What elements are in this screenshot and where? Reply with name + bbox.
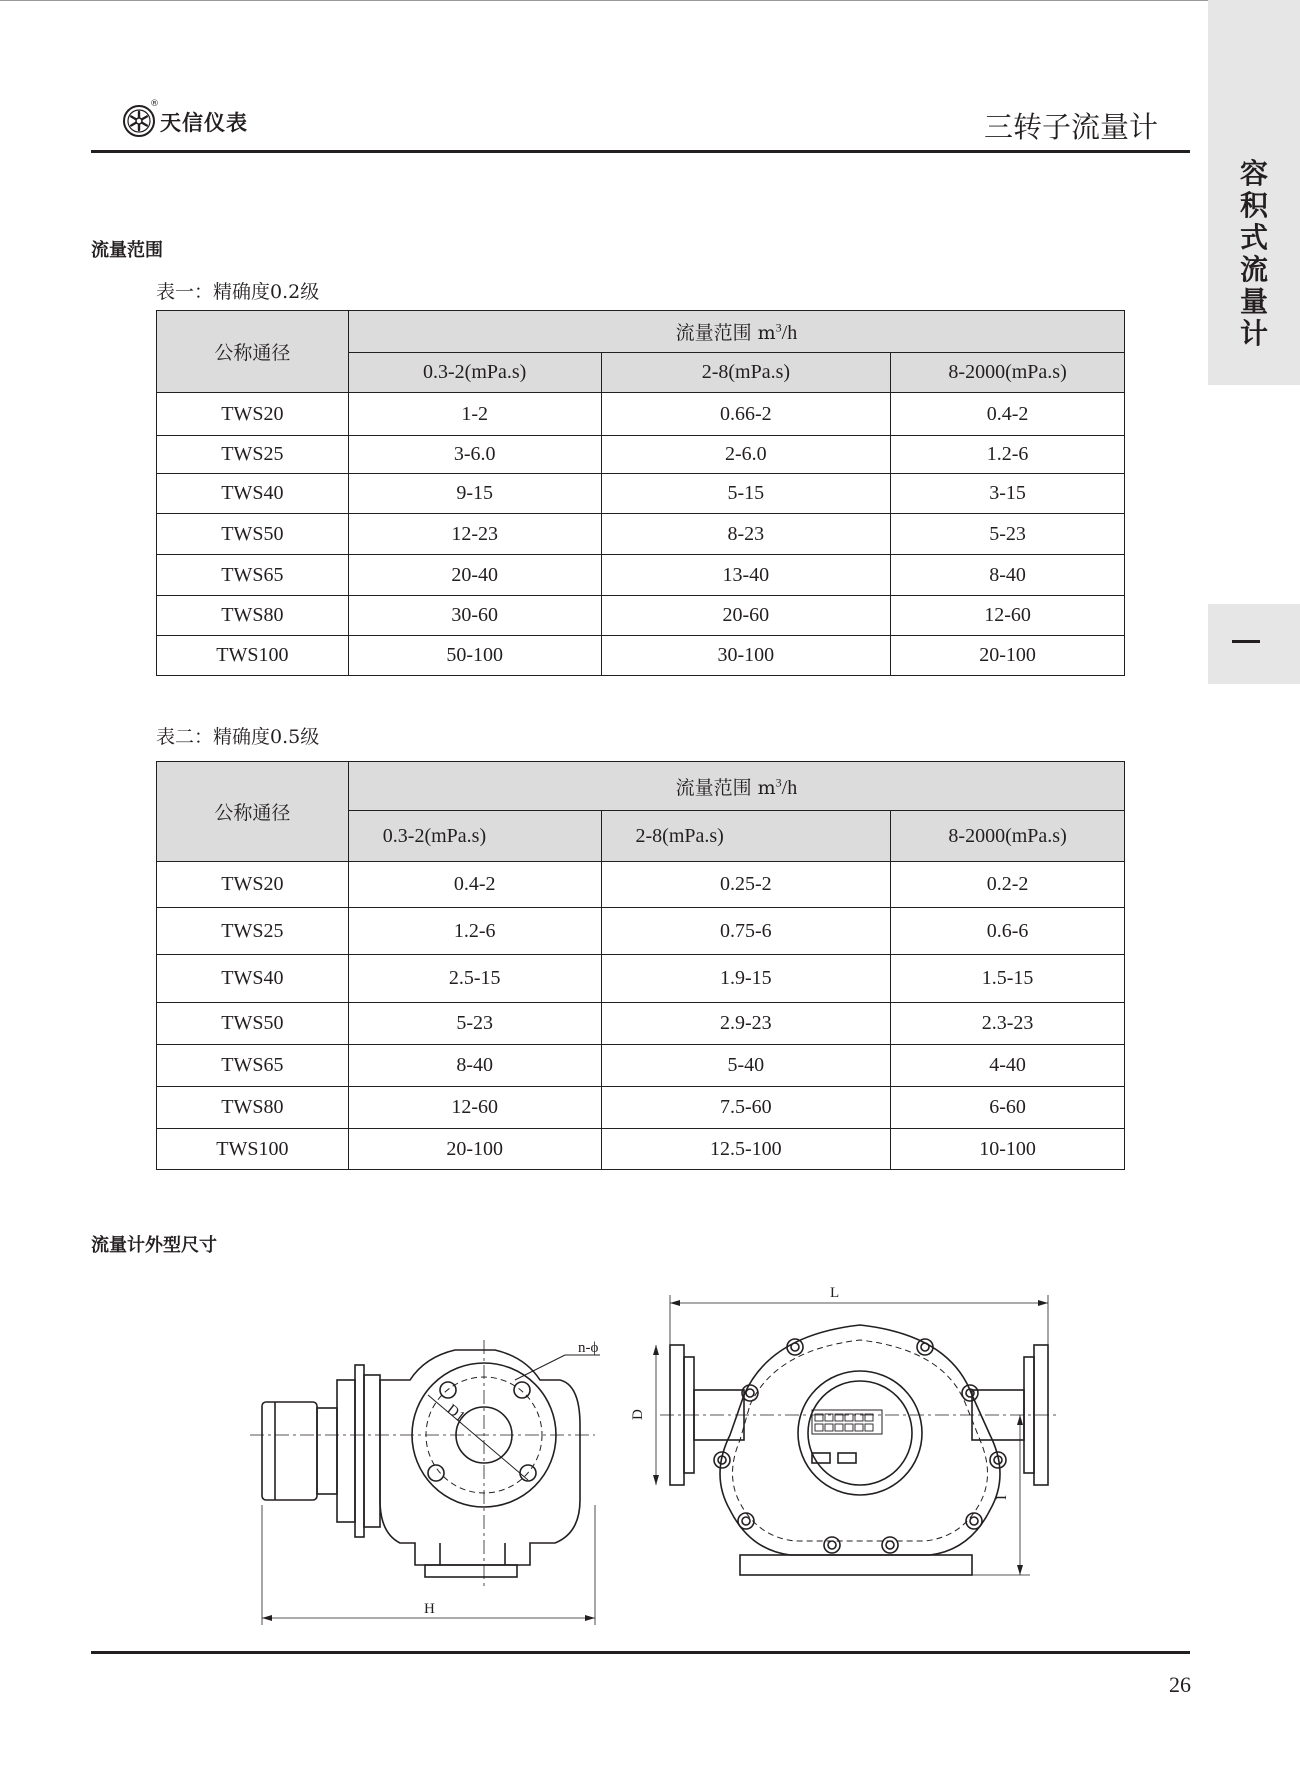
cell-value: 8-23	[601, 514, 891, 555]
subheader-viscosity-2: 2-8(mPa.s)	[601, 353, 891, 393]
cell-value: 5-15	[601, 474, 891, 514]
register-housing	[262, 1402, 317, 1500]
label-i: I	[994, 1495, 1010, 1500]
cell-value: 20-100	[348, 1129, 601, 1170]
label-d: D	[630, 1409, 646, 1420]
cell-value: 20-60	[601, 596, 891, 636]
side-tab-char: 计	[1239, 317, 1268, 350]
header-flow-range	[348, 311, 1124, 353]
cell-value: 2.5-15	[348, 955, 601, 1003]
header-flow-range-unit: /h	[781, 322, 798, 344]
cell-value: 1.2-6	[348, 908, 601, 955]
side-tab-char: 流	[1239, 253, 1268, 286]
cell-value: 7.5-60	[601, 1087, 891, 1129]
page-title: 三转子流量计	[983, 110, 1158, 144]
cell-value: 2.9-23	[601, 1003, 891, 1045]
table-header-row	[157, 762, 1125, 811]
top-rule	[0, 0, 1208, 1]
side-tab-char: 量	[1239, 285, 1268, 318]
cell-value: 6-60	[891, 1087, 1125, 1129]
cell-model: TWS25	[157, 908, 349, 955]
table-row	[157, 908, 1125, 955]
cell-value: 8-40	[891, 555, 1125, 596]
cell-model: TWS80	[157, 596, 349, 636]
table-row	[157, 393, 1125, 436]
header-nominal-diameter: 公称通径	[157, 311, 349, 393]
cell-value: 2.3-23	[891, 1003, 1125, 1045]
cell-value: 2-6.0	[601, 436, 891, 474]
header-flow-range-text: 流量范围 m	[675, 776, 776, 799]
section-title-dimensions: 流量计外型尺寸	[91, 1235, 217, 1256]
table-header-row	[157, 311, 1125, 353]
cell-value: 12.5-100	[601, 1129, 891, 1170]
section-title-flow-range: 流量范围	[91, 240, 163, 261]
flow-range-table-2	[156, 761, 1125, 1170]
cell-model: TWS100	[157, 636, 349, 676]
table-row	[157, 1129, 1125, 1170]
page-number: 26	[1169, 1672, 1191, 1697]
side-tab-char: 式	[1239, 221, 1268, 254]
header-flow-range	[348, 762, 1124, 811]
cell-model: TWS25	[157, 436, 349, 474]
bolt-hole	[428, 1465, 444, 1481]
dash-icon	[1232, 640, 1260, 643]
cell-value: 20-100	[891, 636, 1125, 676]
cell-value: 0.4-2	[891, 393, 1125, 436]
cell-value: 9-15	[348, 474, 601, 514]
cell-value: 5-40	[601, 1045, 891, 1087]
cell-model: TWS20	[157, 393, 349, 436]
cell-value: 12-23	[348, 514, 601, 555]
cell-model: TWS80	[157, 1087, 349, 1129]
label-d1: D1	[443, 1401, 468, 1426]
subheader-viscosity-2: 2-8(mPa.s)	[601, 811, 891, 862]
meter-body	[720, 1325, 1000, 1555]
table-row	[157, 1045, 1125, 1087]
table1-caption: 表一：精确度0.2级	[156, 281, 320, 303]
table-row	[157, 596, 1125, 636]
side-tab-section-marker	[1208, 604, 1300, 684]
register-dial	[798, 1371, 922, 1495]
cell-value: 1-2	[348, 393, 601, 436]
table2-caption: 表二：精确度0.5级	[156, 726, 320, 748]
bolt-hole	[514, 1382, 530, 1398]
header-flow-range-text: 流量范围 m	[675, 322, 776, 344]
cell-value: 12-60	[348, 1087, 601, 1129]
cell-value: 30-60	[348, 596, 601, 636]
cell-value: 13-40	[601, 555, 891, 596]
label-l: L	[830, 1285, 840, 1301]
table-row	[157, 436, 1125, 474]
subheader-viscosity-1: 0.3-2(mPa.s)	[348, 353, 601, 393]
cell-value: 0.4-2	[348, 862, 601, 908]
cell-value: 8-40	[348, 1045, 601, 1087]
cell-model: TWS50	[157, 1003, 349, 1045]
table-row	[157, 1087, 1125, 1129]
cell-value: 50-100	[348, 636, 601, 676]
table-row	[157, 955, 1125, 1003]
cell-model: TWS40	[157, 955, 349, 1003]
cell-value: 30-100	[601, 636, 891, 676]
cell-value: 4-40	[891, 1045, 1125, 1087]
header-flow-range-unit: /h	[781, 776, 798, 799]
label-n-phi: n-ϕ	[578, 1340, 599, 1356]
cell-value: 5-23	[891, 514, 1125, 555]
brand-name: 天信仪表	[160, 110, 248, 135]
cell-value: 1.9-15	[601, 955, 891, 1003]
flowmeter-dimension-drawing	[250, 1275, 1060, 1635]
side-tab-char: 容	[1239, 157, 1268, 190]
cell-model: TWS100	[157, 1129, 349, 1170]
side-tab-label	[1208, 158, 1300, 350]
side-tab-char: 积	[1239, 189, 1268, 222]
table-row	[157, 1003, 1125, 1045]
cell-value: 0.75-6	[601, 908, 891, 955]
cell-model: TWS65	[157, 1045, 349, 1087]
cell-value: 1.2-6	[891, 436, 1125, 474]
cell-model: TWS40	[157, 474, 349, 514]
cell-value: 0.25-2	[601, 862, 891, 908]
subheader-viscosity-3: 8-2000(mPa.s)	[891, 353, 1125, 393]
cell-model: TWS65	[157, 555, 349, 596]
footer-divider	[91, 1651, 1190, 1654]
table-row	[157, 474, 1125, 514]
cell-value: 3-15	[891, 474, 1125, 514]
company-logo-icon	[122, 104, 156, 138]
cell-value: 12-60	[891, 596, 1125, 636]
table-row	[157, 555, 1125, 596]
cell-model: TWS50	[157, 514, 349, 555]
cell-value: 20-40	[348, 555, 601, 596]
header-nominal-diameter: 公称通径	[157, 762, 349, 862]
subheader-viscosity-1: 0.3-2(mPa.s)	[348, 811, 601, 862]
header-divider	[91, 150, 1190, 153]
cell-value: 0.6-6	[891, 908, 1125, 955]
cell-model: TWS20	[157, 862, 349, 908]
table-row	[157, 636, 1125, 676]
registered-mark: ®	[150, 99, 159, 109]
cell-value: 5-23	[348, 1003, 601, 1045]
header-flow-range-sup: 3	[775, 320, 782, 335]
cell-value: 0.66-2	[601, 393, 891, 436]
flow-range-table-1	[156, 310, 1125, 676]
label-h: H	[424, 1601, 435, 1617]
table-row	[157, 862, 1125, 908]
subheader-viscosity-3: 8-2000(mPa.s)	[891, 811, 1125, 862]
cell-value: 3-6.0	[348, 436, 601, 474]
table-row	[157, 514, 1125, 555]
cell-value: 0.2-2	[891, 862, 1125, 908]
cell-value: 10-100	[891, 1129, 1125, 1170]
side-tab-category	[1208, 0, 1300, 385]
cell-value: 1.5-15	[891, 955, 1125, 1003]
header-flow-range-sup: 3	[775, 774, 782, 789]
